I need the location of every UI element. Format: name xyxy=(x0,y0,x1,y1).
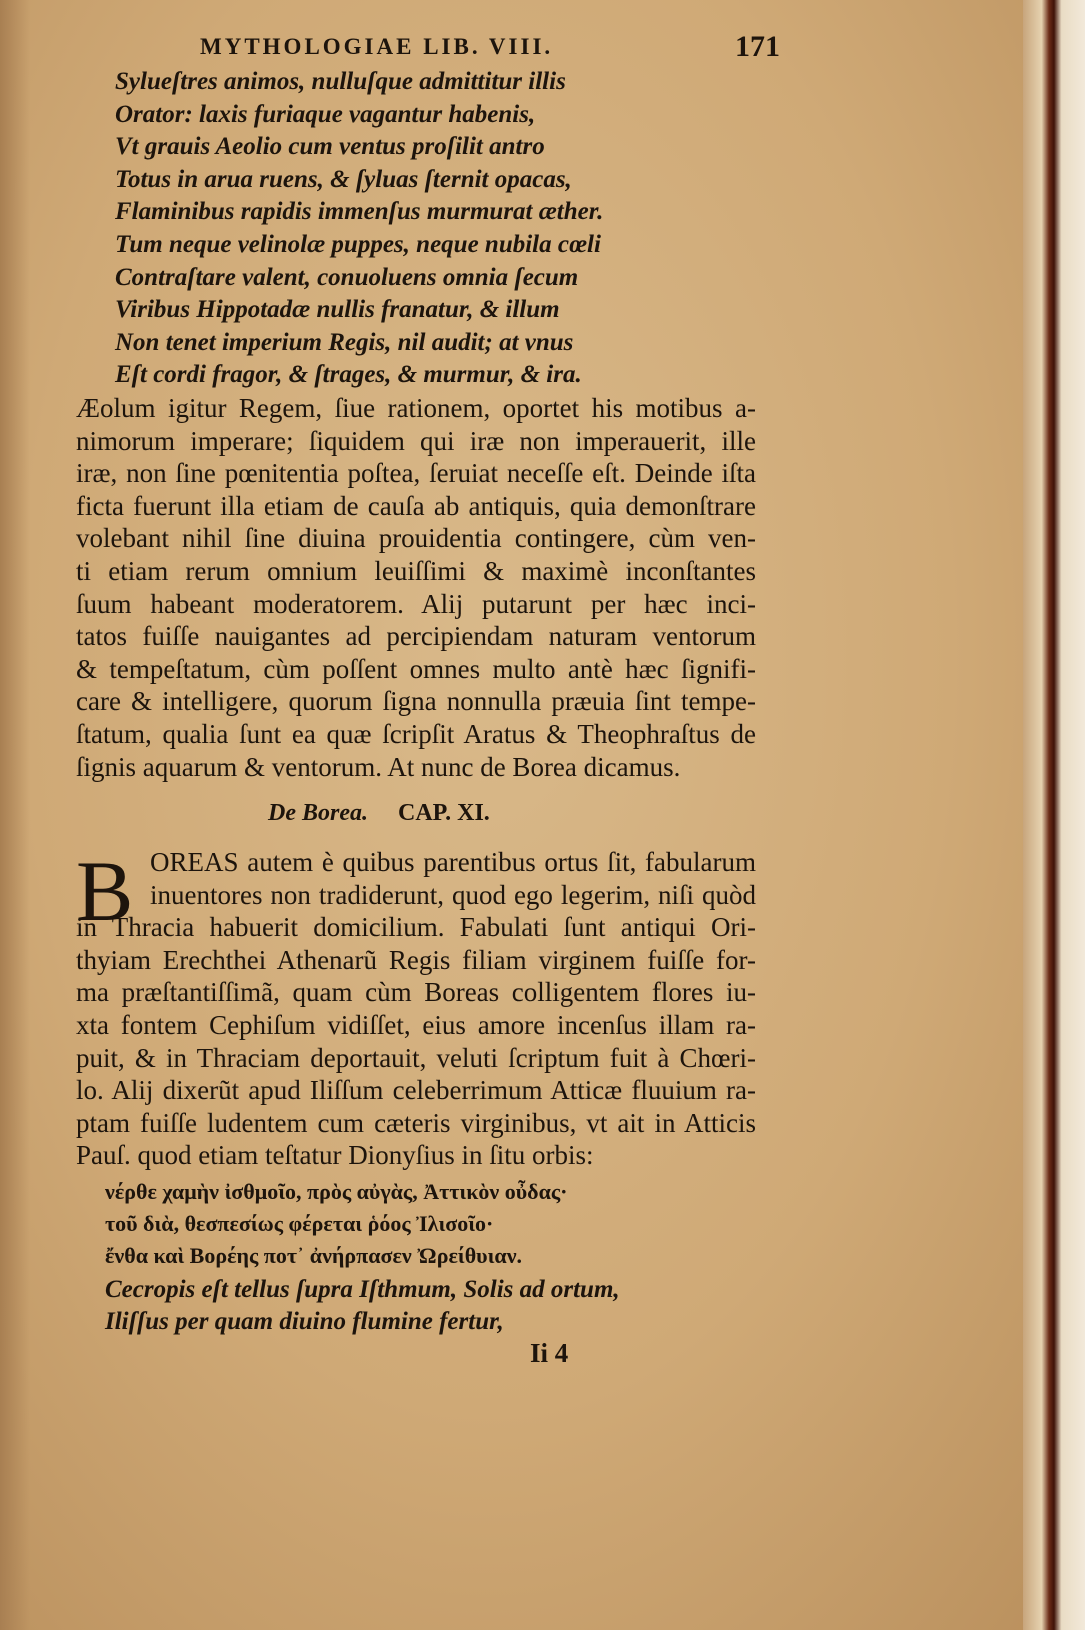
greek-verse-line: νέρθε χαμὴν ἰσθμοῖο, πρὸς αὐγὰς, Ἀττικὸν οὖδας· xyxy=(105,1179,568,1204)
page-shadow-left xyxy=(0,0,30,1630)
text-line: ſtatum, qualia ſunt ea quæ ſcripſit Aratus & Theophraſtus de xyxy=(76,719,756,749)
verse-line: Cecropis eſt tellus ſupra Iſthmum, Solis ad ortum, xyxy=(105,1276,620,1303)
text-line: in Thracia habuerit domicilium. Fabulati ſunt antiqui Ori- xyxy=(76,912,756,943)
verse-line: Tum neque velinolæ puppes, neque nubila cœli xyxy=(115,231,601,258)
text-line: Pauſ. quod etiam teſtatur Dionyſius in ſitu orbis: xyxy=(76,1140,594,1171)
text-line: ptam fuiſſe ludentem cum cæteris virginibus, vt ait in Atticis xyxy=(76,1107,756,1138)
text-line: & tempeſtatum, cùm poſſent omnes multo antè hæc ſignifi- xyxy=(76,653,756,684)
verse-line: Sylueſtres animos, nulluſque admittitur illis xyxy=(115,68,566,95)
text-line: iræ, non ſine pœnitentia poſtea, ſeruiat neceſſe eſt. Deinde iſta xyxy=(76,458,756,489)
text-line: inuentores non tradiderunt, quod ego legerim, niſi quòd xyxy=(150,879,756,910)
text-line: ſignis aquarum & ventorum. At nunc de Borea dicamus. xyxy=(76,751,681,782)
text-line: thyiam Erechthei Athenarũ Regis filiam virginem fuiſſe for- xyxy=(76,944,756,975)
text-line: xta fontem Cephiſum vidiſſet, eius amore incenſus illam ra- xyxy=(76,1010,756,1040)
greek-verse-line: τοῦ διὰ, θεσπεσίως φέρεται ῥόος Ἰλισοῖο· xyxy=(105,1211,494,1236)
text-line: care & intelligere, quorum ſigna nonnulla præuia ſint tempe- xyxy=(76,686,756,717)
text-line: OREAS autem è quibus parentibus ortus ſit, fabularum xyxy=(150,847,756,877)
signature-mark: Ii 4 xyxy=(530,1338,569,1368)
greek-verse-line: ἔνθα καὶ Βορέης ποτ᾽ ἀνήρπασεν Ὠρείθυιαν. xyxy=(105,1243,523,1268)
drop-cap: B xyxy=(76,843,134,939)
text-line: ſuum habeant moderatorem. Alij putarunt per hæc inci- xyxy=(76,588,756,619)
text-line: Æolum igitur Regem, ſiue rationem, oportet his motibus a- xyxy=(76,393,756,423)
verse-line: Eſt cordi fragor, & ſtrages, & murmur, & ira. xyxy=(115,361,582,389)
verse-line: Totus in arua ruens, & ſyluas ſternit opacas, xyxy=(115,165,572,193)
text-line: volebant nihil ſine diuina prouidentia contingere, cùm ven- xyxy=(76,523,756,554)
book-edge-right xyxy=(1023,0,1085,1630)
chapter-title: De Borea. xyxy=(268,800,368,826)
verse-line: Orator: laxis furiaque vagantur habenis, xyxy=(115,100,536,128)
text-line: ma præſtantiſſimã, quam cùm Boreas colligentem flores iu- xyxy=(76,977,756,1008)
page-number: 171 xyxy=(735,30,780,63)
verse-line: Flaminibus rapidis immenſus murmurat æther. xyxy=(115,198,604,226)
chapter-number: CAP. XI. xyxy=(397,800,490,826)
verse-line: Contraſtare valent, conuoluens omnia ſecum xyxy=(115,263,579,291)
chapter-heading xyxy=(268,800,490,827)
verse-line: Viribus Hippotadæ nullis franatur, & illum xyxy=(115,296,560,324)
text-line: nimorum imperare; ſiquidem qui iræ non imperauerit, ille xyxy=(76,425,756,456)
verse-line: Vt grauis Aeolio cum ventus proſilit antro xyxy=(115,133,545,161)
text-line: tatos fuiſſe nauigantes ad percipiendam naturam ventorum xyxy=(76,621,756,652)
running-title: MYTHOLOGIAE LIB. VIII. xyxy=(200,34,554,59)
running-header xyxy=(200,30,780,63)
text-line: lo. Alij dixerũt apud Iliſſum celeberrimum Atticæ fluuium ra- xyxy=(76,1075,756,1106)
verse-line: Non tenet imperium Regis, nil audit; at vnus xyxy=(115,328,574,356)
text-line: ti etiam rerum omnium leuiſſimi & maximè inconſtantes xyxy=(76,556,756,586)
verse-line: Iliſſus per quam diuino flumine fertur, xyxy=(105,1308,504,1335)
text-line: ficta fuerunt illa etiam de cauſa ab antiquis, quia demonſtrare xyxy=(76,490,756,521)
text-line: puit, & in Thraciam deportauit, veluti ſcriptum fuit à Chœri- xyxy=(76,1042,756,1073)
